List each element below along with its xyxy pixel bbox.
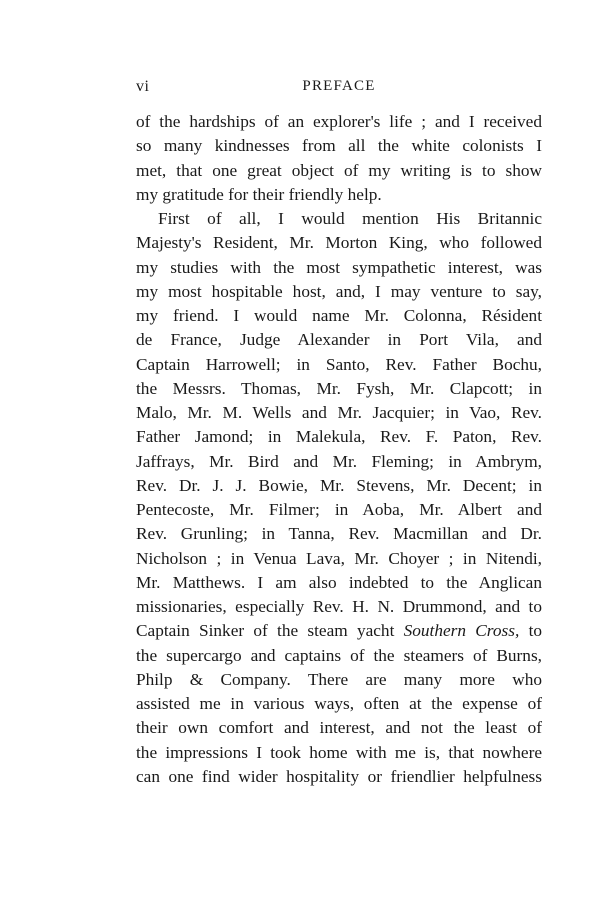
text-line: of the hardships of an explorer's life ; and I received bbox=[136, 112, 542, 131]
running-head-title: PREFACE bbox=[302, 78, 376, 94]
running-head bbox=[136, 78, 542, 98]
text-line: Captain Harrowell; in Santo, Rev. Father Bochu, bbox=[136, 354, 542, 374]
text-line: my friend. I would name Mr. Colonna, Résident bbox=[136, 306, 542, 325]
text-line-tail: to bbox=[519, 621, 543, 641]
text-line: Rev. Dr. J. J. Bowie, Mr. Stevens, Mr. Decent; in bbox=[136, 475, 542, 495]
text-line: de France, Judge Alexander in Port Vila, and bbox=[136, 330, 542, 350]
page-number: vi bbox=[136, 78, 150, 95]
text-line: Philp & Company. There are many more who bbox=[136, 669, 542, 689]
text-line: Mr. Matthews. I am also indebted to the Anglican bbox=[136, 572, 542, 592]
text-line: my most hospitable host, and, I may venture to say, bbox=[136, 281, 542, 301]
text-line-lead: Captain Sinker of the steam yacht bbox=[136, 621, 404, 641]
text-line: met, that one great object of my writing is to show bbox=[136, 160, 542, 180]
text-line-with-ship-name bbox=[136, 619, 542, 643]
text-line: the supercargo and captains of the steamers of Burns, bbox=[136, 645, 542, 665]
text-line: my gratitude for their friendly help. bbox=[136, 184, 382, 204]
text-line: Jaffrays, Mr. Bird and Mr. Fleming; in Ambrym, bbox=[136, 451, 542, 471]
text-line: can one find wider hospitality or friendlier helpfulness bbox=[136, 766, 542, 786]
text-line: the impressions I took home with me is, that nowhere bbox=[136, 742, 542, 762]
body-text bbox=[136, 110, 542, 789]
text-line: Nicholson ; in Venua Lava, Mr. Choyer ; in Nitendi, bbox=[136, 548, 542, 568]
text-line: Majesty's Resident, Mr. Morton King, who followed bbox=[136, 233, 542, 253]
text-line: Pentecoste, Mr. Filmer; in Aoba, Mr. Albert and bbox=[136, 500, 542, 519]
text-line: their own comfort and interest, and not the least of bbox=[136, 718, 542, 738]
text-line: the Messrs. Thomas, Mr. Fysh, Mr. Clapcott; in bbox=[136, 378, 542, 398]
text-line: missionaries, especially Rev. H. N. Drummond, and to bbox=[136, 597, 542, 616]
ship-name: Southern Cross, bbox=[403, 621, 520, 641]
text-line: Father Jamond; in Malekula, Rev. F. Paton, Rev. bbox=[136, 427, 542, 447]
text-line: Malo, Mr. M. Wells and Mr. Jacquier; in Vao, Rev. bbox=[136, 403, 542, 422]
text-line: so many kindnesses from all the white colonists I bbox=[136, 136, 542, 156]
text-line: Rev. Grunling; in Tanna, Rev. Macmillan and Dr. bbox=[136, 524, 542, 544]
text-line: First of all, I would mention His Britannic bbox=[158, 209, 542, 228]
text-line: assisted me in various ways, often at the expense of bbox=[136, 694, 542, 713]
text-line: my studies with the most sympathetic interest, was bbox=[136, 257, 542, 277]
